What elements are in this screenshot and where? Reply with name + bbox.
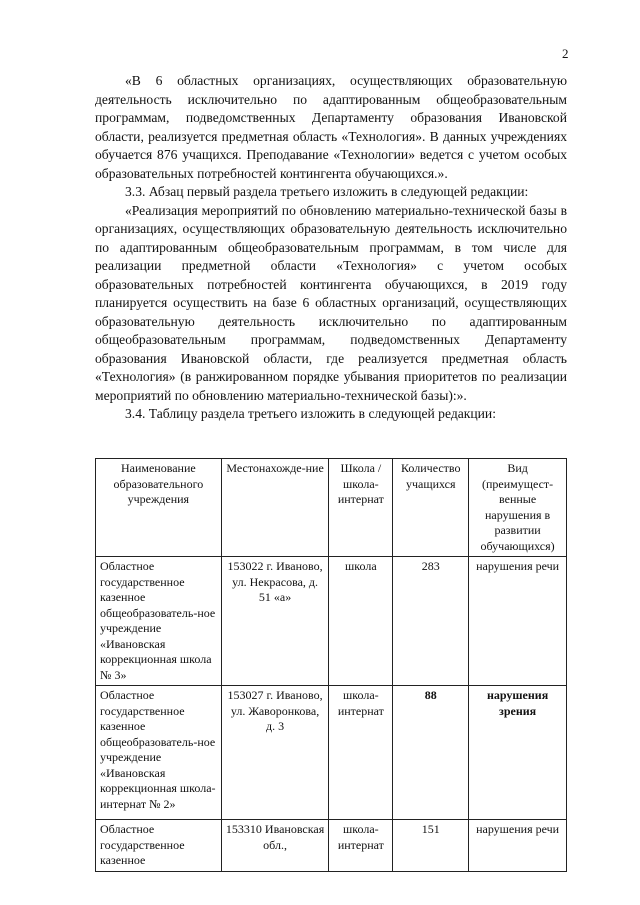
header-kind: Вид (преимущест-венные нарушения в развитии обучающихся) xyxy=(469,459,567,557)
cell-location: 153027 г. Иваново, ул. Жаворонкова, д. 3 xyxy=(221,686,329,820)
body-text xyxy=(95,72,567,424)
cell-location: 153310 Ивановская обл., xyxy=(221,820,329,872)
table-row xyxy=(96,557,567,686)
paragraph: 3.4. Таблицу раздела третьего изложить в следующей редакции: xyxy=(125,406,496,421)
cell-type: школа-интернат xyxy=(329,820,393,872)
table-header-row xyxy=(96,459,567,557)
page-number: 2 xyxy=(562,46,569,61)
cell-type: школа-интернат xyxy=(329,686,393,820)
table-row xyxy=(96,686,567,820)
cell-name: Областное государственное казенное общеобразователь-ное учреждение «Ивановская коррекционная школа № 3» xyxy=(96,557,222,686)
cell-name: Областное государственное казенное xyxy=(96,820,222,872)
cell-kind: нарушения зрения xyxy=(469,686,567,820)
cell-kind: нарушения речи xyxy=(469,557,567,686)
header-type: Школа / школа-интернат xyxy=(329,459,393,557)
paragraph: «В 6 областных организациях, осуществляющих образовательную деятельность исключительно по адаптированным общеобразовательным программам, подведомственных Департаменту образования Ивановской области, реализуется предметная область «Технология». В данных учреждениях обучается 876 учащихся. Преподавание «Технологии» ведется с учетом особых образовательных потребностей контингента обучающихся.». xyxy=(95,73,567,181)
cell-count: 88 xyxy=(393,686,469,820)
header-count: Количество учащихся xyxy=(393,459,469,557)
schools-table xyxy=(95,458,567,872)
paragraph: 3.3. Абзац первый раздела третьего изложить в следующей редакции: xyxy=(125,184,529,199)
cell-name: Областное государственное казенное общеобразователь-ное учреждение «Ивановская коррекционная школа-интернат № 2» xyxy=(96,686,222,820)
cell-kind: нарушения речи xyxy=(469,820,567,872)
header-location: Местонахожде-ние xyxy=(221,459,329,557)
cell-location: 153022 г. Иваново, ул. Некрасова, д. 51 «а» xyxy=(221,557,329,686)
header-name: Наименование образовательного учреждения xyxy=(96,459,222,557)
table-row xyxy=(96,820,567,872)
cell-count: 151 xyxy=(393,820,469,872)
paragraph: «Реализация мероприятий по обновлению материально-технической базы в организациях, осуществляющих образовательную деятельность исключительно по адаптированным общеобразовательным программам, в том числе для реализации предметной области «Технология» с учетом особых образовательных потребностей контингента обучающихся, в 2019 году планируется осуществить на базе 6 областных организаций, осуществляющих образовательную деятельность исключительно по адаптированным общеобразовательным программам, подведомственных Департаменту образования Ивановской области, где реализуется предметная область «Технология» (в ранжированном порядке убывания приоритетов по реализации мероприятий по обновлению материально-технической базы):». xyxy=(95,202,567,403)
cell-count: 283 xyxy=(393,557,469,686)
cell-type: школа xyxy=(329,557,393,686)
